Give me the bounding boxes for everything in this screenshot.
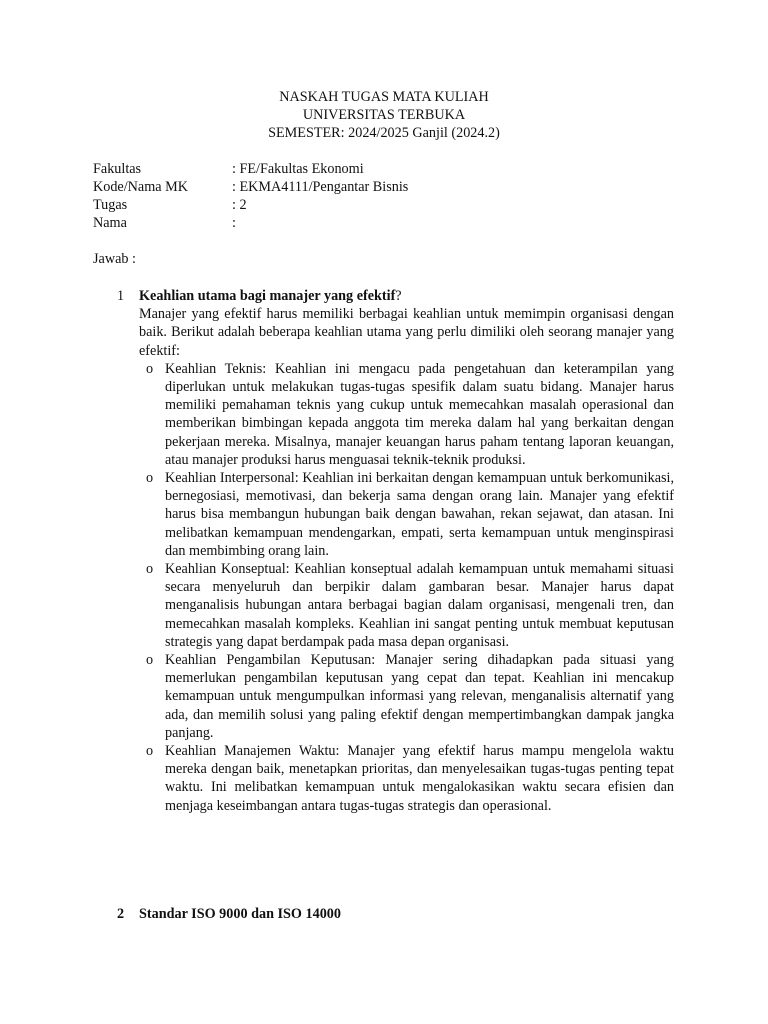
list-item [146,560,674,651]
question-1-title-row [117,287,674,305]
list-item-text: Keahlian Konseptual: Keahlian konseptual adalah kemampuan untuk memahami situasi secara menyeluruh dan berpikir dalam gambaran besar. Manajer harus dapat menganalisis hubungan antara berbagai bagian dalam organisasi, mengenali tren, dan memecahkan masalah kompleks. Keahlian ini sangat penting untuk membuat keputusan strategis yang dapat berdampak pada masa depan organisasi. [165,561,674,650]
info-label: Tugas [93,197,128,213]
question-1-intro: Manajer yang efektif harus memiliki berbagai keahlian untuk memimpin organisasi dengan baik. Berikut adalah beberapa keahlian utama yang perlu dimiliki oleh seorang manajer yang efektif: [139,306,674,359]
header-university: UNIVERSITAS TERBUKA [302,107,466,123]
list-item [146,651,674,742]
header-title: NASKAH TUGAS MATA KULIAH [279,89,489,105]
skills-list [146,360,674,815]
bullet-icon: o [146,743,154,760]
info-value: : 2 [232,197,247,213]
list-item-text: Keahlian Teknis: Keahlian ini mengacu pada pengetahuan dan keterampilan yang diperlukan untuk melakukan tugas-tugas spesifik dalam suatu bidang. Manajer harus memiliki pemahaman teknis yang cukup untuk memecahkan masalah operasional dan memberikan bimbingan kepada anggota tim mereka dalam hal yang berkaitan dengan pekerjaan mereka. Misalnya, manajer keuangan harus paham tentang laporan keuangan, atau manajer produksi harus menguasai teknik-teknik produksi. [165,360,674,468]
question-number: 1 [117,288,125,304]
info-block [93,160,408,232]
info-row-nama [93,214,408,232]
document-header [0,88,768,142]
list-item [146,469,674,560]
bullet-icon: o [146,652,154,669]
question-title [139,287,402,305]
list-item [146,360,674,469]
bullet-icon: o [146,470,154,487]
question-title: Standar ISO 9000 dan ISO 14000 [139,906,341,922]
info-label: Fakultas [93,161,142,177]
list-item-text: Keahlian Interpersonal: Keahlian ini berkaitan dengan kemampuan untuk berkomunikasi, bernegosiasi, memotivasi, dan bekerja sama dengan orang lain. Manajer yang efektif harus bisa membangun hubungan baik dengan bawahan, rekan sejawat, dan atasan. Ini melibatkan kemampuan mendengarkan, empati, serta kemampuan untuk menginspirasi dan membimbing orang lain. [165,470,674,559]
info-row-tugas [93,196,408,214]
bullet-icon: o [146,360,154,377]
list-item-text: Keahlian Pengambilan Keputusan: Manajer sering dihadapkan pada situasi yang memerlukan pengambilan keputusan yang cepat dan tepat. Keahlian ini mencakup kemampuan untuk mengumpulkan informasi yang relevan, menganalisis alternatif yang ada, dan memilih solusi yang paling efektif dengan mempertimbangkan dampak jangka panjang. [165,652,674,741]
header-semester: SEMESTER: 2024/2025 Ganjil (2024.2) [268,125,500,141]
list-item [146,742,674,815]
question-2 [117,905,341,923]
info-row-fakultas [93,160,408,178]
answer-label: Jawab : [93,251,136,267]
info-value: : [232,215,236,231]
info-label: Nama [93,215,127,231]
info-row-kode-mk [93,178,408,196]
question-1 [117,287,674,815]
question-title-suffix: ? [395,288,402,304]
info-value: : FE/Fakultas Ekonomi [232,161,364,177]
info-value: : EKMA4111/Pengantar Bisnis [232,179,409,195]
question-1-body [139,305,674,815]
info-label: Kode/Nama MK [93,179,188,195]
question-title-bold: Keahlian utama bagi manajer yang efektif [139,288,396,304]
list-item-text: Keahlian Manajemen Waktu: Manajer yang efektif harus mampu mengelola waktu mereka dengan baik, menetapkan prioritas, dan menyelesaikan tugas-tugas penting tepat waktu. Ini melibatkan kemampuan untuk mengalokasikan waktu secara efisien dan menjaga keseimbangan antara tugas-tugas strategis dan operasional. [165,743,674,814]
question-number: 2 [117,906,125,922]
bullet-icon: o [146,561,154,578]
